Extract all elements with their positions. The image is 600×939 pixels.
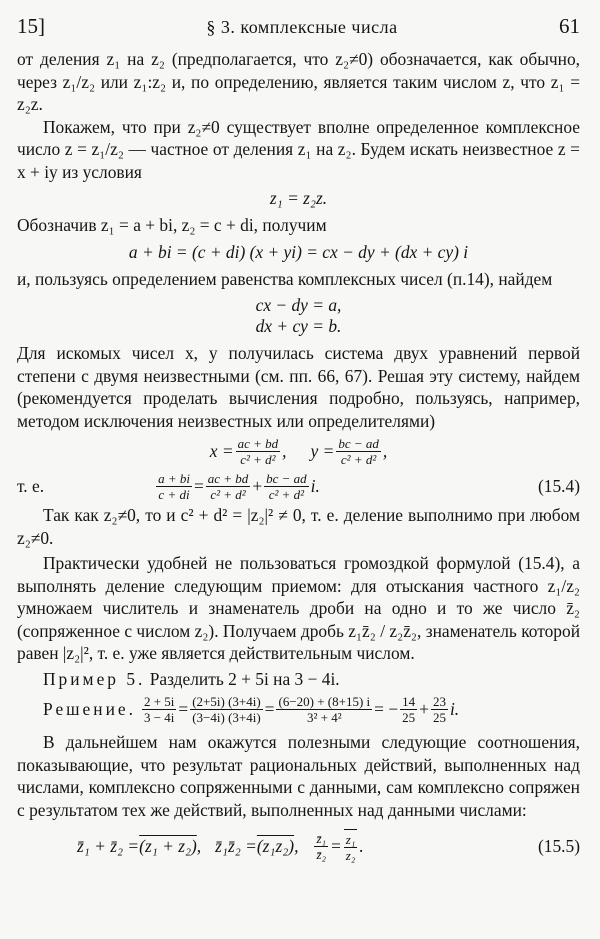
y-fraction xyxy=(336,436,381,467)
sol-f5-den: 25 xyxy=(432,710,446,725)
section-title: § 3. комплексные числа xyxy=(206,17,398,37)
solution-frac-1 xyxy=(142,694,176,725)
x-lhs: x = xyxy=(209,441,234,461)
equation-xy xyxy=(17,436,580,467)
y-lhs: y = xyxy=(310,441,335,461)
solution-frac-4 xyxy=(400,694,417,725)
page-number: 61 xyxy=(558,14,580,38)
sol-eq-1: = xyxy=(178,699,189,719)
sol-minus: = − xyxy=(374,699,399,719)
conj-quot-rhs xyxy=(344,829,358,863)
equation-system-2: dx + cy = b. xyxy=(255,316,342,336)
right-denominator: c² + d² xyxy=(268,487,305,502)
paragraph-3: Обозначив z₁ = a + bi, z₂ = c + di, получим xyxy=(17,215,327,235)
solution-label: Решение. xyxy=(43,699,136,719)
solution-frac-5 xyxy=(431,694,448,725)
comma-1: , xyxy=(196,835,202,856)
x-numerator: ac + bd xyxy=(237,436,279,451)
sol-plus: + xyxy=(419,699,429,719)
paragraph-5: Для искомых чисел x, y получилась система двух уравнений первой степени с двумя неизвестными (см. пп. 66, 67). Решая эту систему, найдем (рекомендуется проделать вычисления подробно, пользуясь, например, методом исключения неизвестных или определителями) xyxy=(17,343,580,431)
sol-f3-den: 3² + 4² xyxy=(307,710,342,725)
sol-f4-num: 14 xyxy=(402,694,416,709)
sol-f5-num: 23 xyxy=(432,694,446,709)
equation-number-15-5: (15.5) xyxy=(537,835,580,856)
x-fraction xyxy=(236,436,281,467)
conj-sum-lhs: z̄₁ + z̄₂ = xyxy=(77,835,140,856)
te-label: т. е. xyxy=(17,476,45,496)
solution-frac-3 xyxy=(276,694,372,725)
y-end: , xyxy=(382,441,388,461)
equation-product: a + bi = (c + di) (x + yi) = cx − dy + (dx + cy) i xyxy=(128,241,469,262)
eq-sign: = xyxy=(193,476,204,496)
sol-f1-den: 3 − 4i xyxy=(143,710,175,725)
conj-prod-lhs: z̄₁z̄₂ = xyxy=(215,835,257,856)
lhs-numerator: a + bi xyxy=(158,471,190,486)
right-numerator: bc − ad xyxy=(266,471,307,486)
paragraph-4: и, пользуясь определением равенства комплексных чисел (п.14), найдем xyxy=(17,268,553,289)
plus-sign: + xyxy=(252,476,263,496)
solution-line xyxy=(43,694,580,725)
right-fraction xyxy=(264,471,309,502)
example-5 xyxy=(17,668,580,691)
section-number: 15] xyxy=(17,14,45,38)
sol-f4-den: 25 xyxy=(402,710,416,725)
equation-15-5 xyxy=(17,829,580,863)
y-numerator: bc − ad xyxy=(338,436,379,451)
lhs-fraction xyxy=(156,471,192,502)
conj-quot-lhs xyxy=(314,831,328,862)
x-denominator: c² + d² xyxy=(240,452,276,467)
equation-15-4 xyxy=(17,471,580,502)
paragraph-8: В дальнейшем нам окажутся полезными следующие соотношения, показывающие, что результат рациональных действий, выполненных над числами, комплексно сопряженными с данными, сам комплексно сопряжен с результатом тех же действий, выполненных над данными числами: xyxy=(17,732,580,820)
example-text: Разделить 2 + 5i на 3 − 4i. xyxy=(149,668,340,689)
y-denominator: c² + d² xyxy=(340,452,377,467)
conj-prod-rhs: (z₁z₂) xyxy=(256,835,295,856)
conj-quot-rhs-den: z₂ xyxy=(345,848,356,863)
mid-denominator: c² + d² xyxy=(210,487,246,502)
conj-quot-eq: = xyxy=(330,835,342,856)
solution-frac-2 xyxy=(190,694,262,725)
running-header xyxy=(17,14,580,48)
dot-end: . xyxy=(359,835,364,856)
equation-system-1: cx − dy = a, xyxy=(255,295,342,315)
equation-number-15-4: (15.4) xyxy=(537,476,580,496)
sol-eq-2: = xyxy=(264,699,275,719)
conj-quot-den: z̄₂ xyxy=(316,846,327,862)
conj-quot-rhs-num: z₁ xyxy=(345,832,356,847)
comma-2: , xyxy=(294,835,299,856)
sol-f1-num: 2 + 5i xyxy=(143,694,175,709)
x-sep: , xyxy=(282,441,287,461)
paragraph-6: Так как z₂≠0, то и c² + d² = |z₂|² ≠ 0, т. е. деление выполнимо при любом z₂≠0. xyxy=(17,505,580,548)
conj-sum-rhs: (z₁ + z₂) xyxy=(139,835,197,856)
paragraph-1: от деления z₁ на z₂ (предполагается, что z₂≠0) обозначается, как обычно, через z₁/z₂ или z₁:z₂ и, по определению, является таким числом z, что z₁ = z₂z. xyxy=(17,49,580,114)
example-title: Пример 5. xyxy=(43,668,146,689)
sol-f2-num: (2+5i) (3+4i) xyxy=(192,694,261,709)
sol-f2-den: (3−4i) (3+4i) xyxy=(192,710,261,725)
conj-quot-num: z̄₁ xyxy=(316,830,327,846)
imag-unit: i. xyxy=(310,476,320,496)
sol-f3-num: (6−20) + (8+15) i xyxy=(278,694,371,709)
sol-imag-unit: i. xyxy=(449,699,460,719)
mid-fraction xyxy=(206,471,251,502)
equation-z1: z₁ = z₂z. xyxy=(269,188,328,208)
lhs-denominator: c + di xyxy=(158,487,190,502)
paragraph-7: Практически удобней не пользоваться громоздкой формулой (15.4), а выполнять деление следующим приемом: для отыскания частного z₁/z₂ умножаем числитель и знаменатель дроби на одно и то же число z̄₂ (сопряженное с числом z₂). Получаем дробь z₁z̄₂ / z₂z̄₂, знаменатель которой равен |z₂|², т. е. уже является действительным числом. xyxy=(17,553,580,663)
paragraph-2: Покажем, что при z₂≠0 существует вполне определенное комплексное число z = z₁/z₂ — частное от деления z₁ на z₂. Будем искать неизвестное z = x + iy из условия xyxy=(17,116,580,182)
mid-numerator: ac + bd xyxy=(207,471,249,486)
